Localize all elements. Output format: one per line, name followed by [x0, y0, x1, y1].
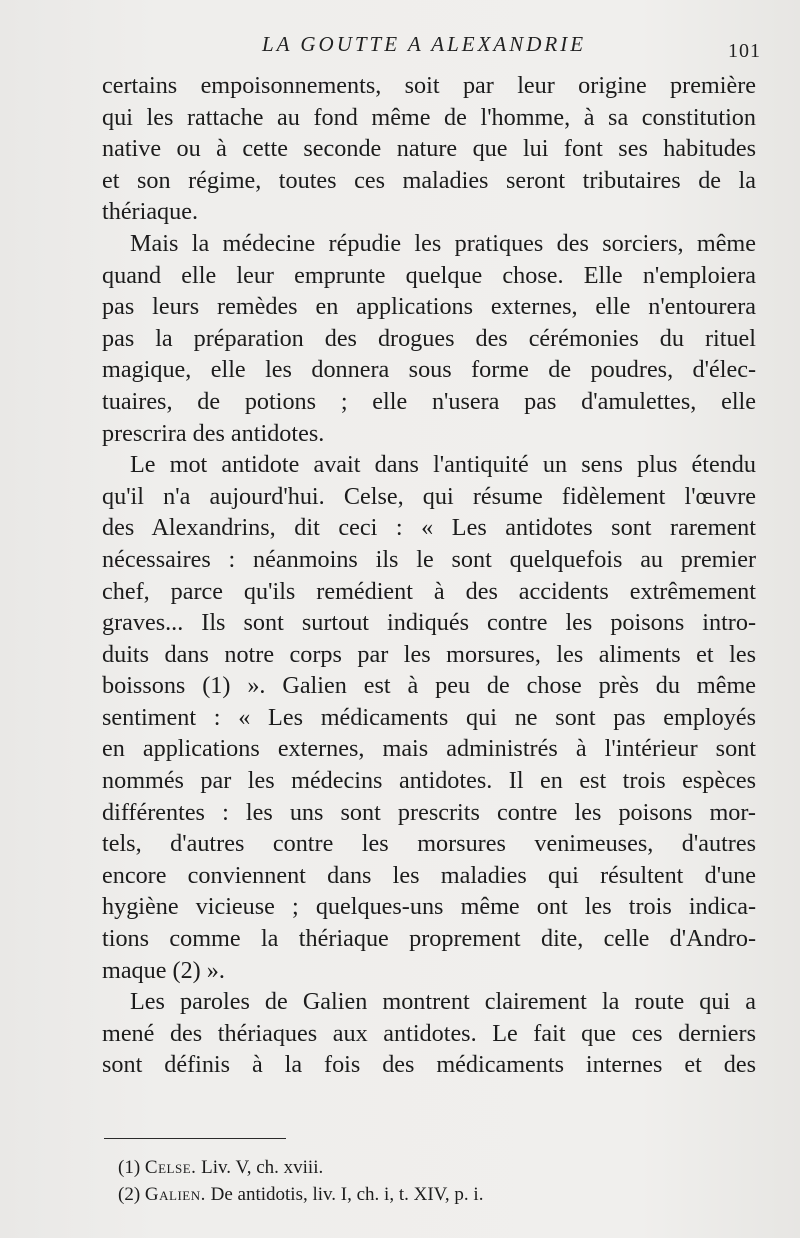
text-line: chef, parce qu'ils remédient à des accidents extrêmement — [102, 577, 756, 605]
paragraph-4 — [102, 986, 756, 1081]
footnote-text: De antidotis, liv. I, ch. i, t. XIV, p. i. — [210, 1184, 484, 1205]
text-line: tels, d'autres contre les morsures venimeuses, d'autres — [102, 830, 756, 858]
footnote-author: Celse. — [144, 1157, 197, 1178]
text-line: mené des thériaques aux antidotes. Le fait que ces derniers — [102, 1019, 756, 1047]
text-line: boissons (1) ». Galien est à peu de chose près du même — [102, 672, 756, 700]
text-line: prescrira des antidotes. — [102, 419, 325, 447]
footnote-text: Liv. V, ch. xviii. — [201, 1157, 324, 1178]
text-line: pas leurs remèdes en applications externes, elle n'entourera — [102, 293, 756, 321]
text-line: tions comme la thériaque proprement dite, celle d'Andro- — [102, 925, 756, 953]
text-line: en applications externes, mais administrés à l'intérieur sont — [102, 735, 756, 763]
text-line: native ou à cette seconde nature que lui font ses habitudes — [102, 135, 756, 163]
running-title: LA GOUTTE A ALEXANDRIE — [262, 32, 587, 56]
text-line: magique, elle les donnera sous forme de poudres, d'élec- — [102, 356, 756, 384]
text-line: encore conviennent dans les maladies qui résultent d'une — [102, 861, 756, 889]
paragraph-2 — [102, 228, 756, 449]
footnote-marker: (1) — [118, 1157, 141, 1178]
text-line: différentes : les uns sont prescrits contre les poisons mor- — [102, 798, 756, 826]
footnote-author: Galien. — [144, 1184, 206, 1205]
text-line: qu'il n'a aujourd'hui. Celse, qui résume fidèlement l'œuvre — [102, 482, 756, 510]
text-line: Le mot antidote avait dans l'antiquité un sens plus étendu — [130, 451, 756, 479]
footnote-divider — [104, 1138, 286, 1139]
text-line: Les paroles de Galien montrent clairement la route qui a — [130, 988, 756, 1016]
paragraph-3 — [102, 449, 756, 986]
text-line: pas la préparation des drogues des cérémonies du rituel — [102, 324, 756, 352]
text-line: hygiène vicieuse ; quelques-uns même ont les trois indica- — [102, 893, 756, 921]
text-line: et son régime, toutes ces maladies seront tributaires de la — [102, 166, 756, 194]
text-line: qui les rattache au fond même de l'homme, à sa constitution — [102, 103, 756, 131]
text-line: des Alexandrins, dit ceci : « Les antidotes sont rarement — [102, 514, 756, 542]
text-line: Mais la médecine répudie les pratiques des sorciers, même — [130, 229, 756, 257]
text-line: maque (2) ». — [102, 956, 225, 984]
footnotes — [118, 1154, 718, 1208]
text-line: quand elle leur emprunte quelque chose. Elle n'emploiera — [102, 261, 756, 289]
footnote-2 — [118, 1181, 718, 1208]
footnote-marker: (2) — [118, 1184, 141, 1205]
text-line: graves... Ils sont surtout indiqués contre les poisons intro- — [102, 609, 756, 637]
text-line: certains empoisonnements, soit par leur origine première — [102, 72, 756, 99]
running-header — [0, 32, 800, 62]
footnote-1 — [118, 1154, 718, 1181]
body-text — [102, 70, 756, 1081]
page-number: 101 — [728, 40, 761, 62]
text-line: duits dans notre corps par les morsures, les aliments et les — [102, 640, 756, 668]
text-line: thériaque. — [102, 198, 199, 226]
paragraph-1 — [102, 70, 756, 228]
text-line: tuaires, de potions ; elle n'usera pas d'amulettes, elle — [102, 387, 756, 415]
text-line: nommés par les médecins antidotes. Il en est trois espèces — [102, 767, 756, 795]
text-line: sont définis à la fois des médicaments internes et des — [102, 1051, 756, 1079]
text-line: nécessaires : néanmoins ils le sont quelquefois au premier — [102, 545, 756, 573]
text-line: sentiment : « Les médicaments qui ne sont pas employés — [102, 703, 756, 731]
